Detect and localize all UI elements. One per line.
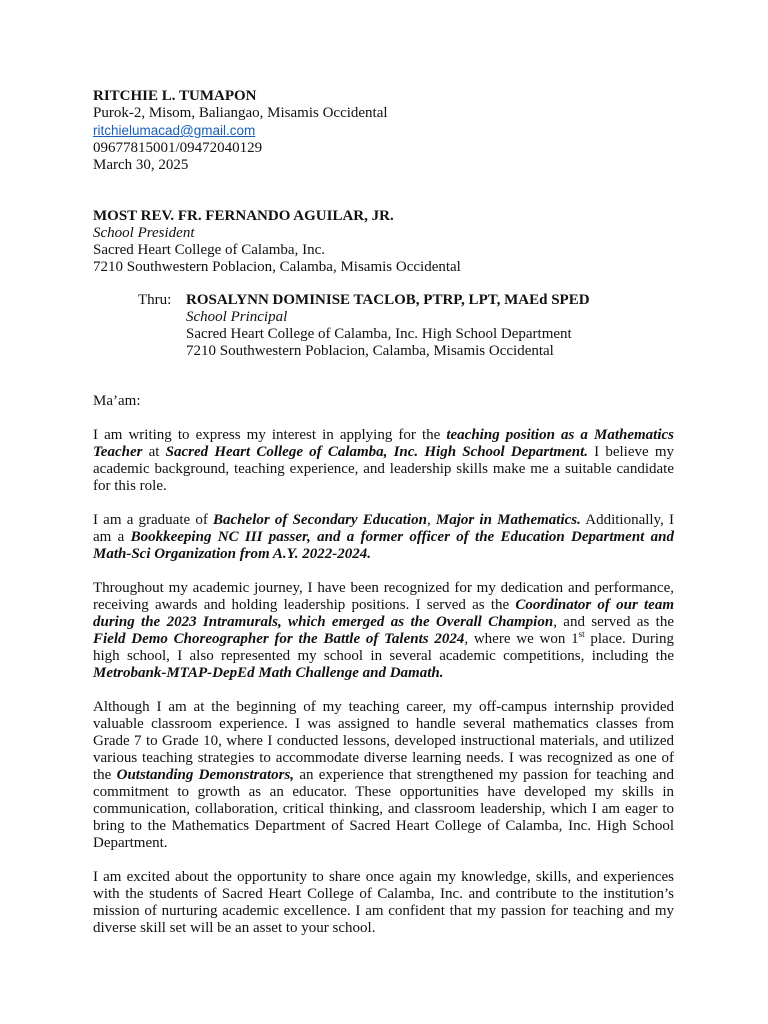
recipient-address: 7210 Southwestern Poblacion, Calamba, Misamis Occidental: [93, 259, 461, 275]
paragraph-2: I am a graduate of Bachelor of Secondary Education, Major in Mathematics. Additionally, I am a Bookkeeping NC III passer, and a former officer of the Education Department and Math-Sci Organization from A.Y. 2022-2024.: [93, 512, 675, 562]
letter-date: March 30, 2025: [93, 157, 189, 173]
letter-page: [93, 88, 674, 937]
sender-name: RITCHIE L. TUMAPON: [93, 88, 257, 104]
salutation: Ma’am:: [93, 393, 141, 409]
sender-address: Purok-2, Misom, Baliangao, Misamis Occidental: [93, 105, 388, 121]
sender-phone: 09677815001/09472040129: [93, 140, 263, 156]
recipient-title: School President: [93, 225, 195, 241]
thru-org: Sacred Heart College of Calamba, Inc. High School Department: [186, 326, 572, 342]
sender-email-link[interactable]: ritchielumacad@gmail.com: [93, 123, 256, 138]
thru-label: Thru:: [138, 292, 172, 308]
paragraph-1: I am writing to express my interest in applying for the teaching position as a Mathematics Teacher at Sacred Heart College of Calamba, Inc. High School Department. I believe my academic background, teaching experience, and leadership skills make me a suitable candidate for this role.: [93, 427, 674, 494]
paragraph-5: I am excited about the opportunity to share once again my knowledge, skills, and experiences with the students of Sacred Heart College of Calamba, Inc. and contribute to the institution’s mission of nurturing academic excellence. I am confident that my passion for teaching and my diverse skill set will be an asset to your school.: [93, 869, 674, 936]
recipient-org: Sacred Heart College of Calamba, Inc.: [93, 242, 325, 258]
paragraph-3: Throughout my academic journey, I have been recognized for my dedication and performance, receiving awards and holding leadership positions. I served as the Coordinator of our team during the 2023 Intramurals, which emerged as the Overall Champion, and served as the Field Demo Choreographer for the Battle of Talents 2024, where we won 1st place. During high school, I also represented my school in several academic competitions, including the Metrobank-MTAP-DepEd Math Challenge and Damath.: [93, 580, 675, 681]
recipient-name: MOST REV. FR. FERNANDO AGUILAR, JR.: [93, 208, 394, 224]
thru-name: ROSALYNN DOMINISE TACLOB, PTRP, LPT, MAEd SPED: [186, 292, 590, 308]
thru-address: 7210 Southwestern Poblacion, Calamba, Misamis Occidental: [186, 343, 554, 359]
paragraph-4: Although I am at the beginning of my teaching career, my off-campus internship provided valuable classroom experience. I was assigned to handle several mathematics classes from Grade 7 to Grade 10, where I conducted lessons, developed instructional materials, and utilized various teaching strategies to accommodate diverse learning needs. I was recognized as one of the Outstanding Demonstrators, an experience that strengthened my passion for teaching and commitment to growth as an educator. These opportunities have developed my skills in communication, collaboration, critical thinking, and classroom leadership, which I am eager to bring to the Mathematics Department of Sacred Heart College of Calamba, Inc. High School Department.: [93, 699, 674, 851]
thru-block: [138, 292, 674, 360]
thru-title: School Principal: [186, 309, 288, 325]
